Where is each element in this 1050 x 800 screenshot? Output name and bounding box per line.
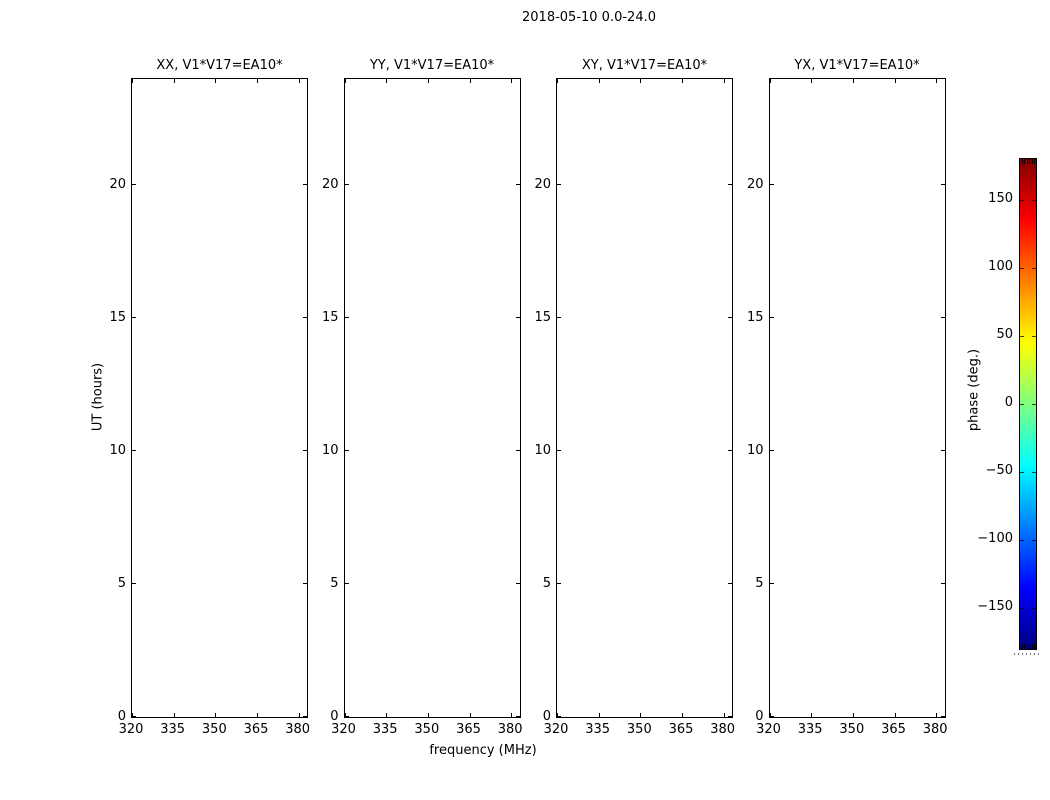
x-tick-mark [682,713,683,717]
colorbar-tick-mark [1020,608,1024,609]
x-tick-mark [895,713,896,717]
y-tick-label: 20 [109,177,126,193]
colorbar-tick-label: −150 [977,599,1013,615]
y-tick-mark [132,184,136,185]
x-tick-label: 335 [160,722,186,737]
y-axis-label: UT (hours) [90,362,106,432]
x-tick-mark [345,79,346,83]
colorbar-comb-mark-top [1029,159,1030,164]
colorbar-comb-mark-top [1032,159,1033,164]
x-tick-mark [428,713,429,717]
x-tick-mark [811,713,812,717]
y-tick-mark [941,583,945,584]
y-tick-mark [557,583,561,584]
x-tick-mark [682,79,683,83]
colorbar-comb-mark-bottom [1027,644,1028,649]
y-tick-mark [557,317,561,318]
y-tick-label: 10 [534,443,551,459]
x-tick-label: 320 [543,722,569,737]
panel-title-XY: XY, V1*V17=EA10* [581,58,708,73]
y-tick-label: 15 [321,310,339,326]
x-tick-mark [640,713,641,717]
x-tick-mark [724,79,725,83]
colorbar-dotted-line [1014,653,1042,655]
y-tick-mark [941,716,945,717]
y-tick-mark [557,716,561,717]
y-tick-mark [941,450,945,451]
colorbar-tick-label: 100 [988,258,1013,274]
figure-title: 2018-05-10 0.0-24.0 [522,10,656,25]
x-tick-mark [174,713,175,717]
subplot-panel-YY [344,78,521,718]
y-tick-mark [132,716,136,717]
colorbar-comb-mark-bottom [1024,644,1025,649]
y-tick-mark [770,716,774,717]
y-tick-mark [557,184,561,185]
x-tick-label: 365 [668,722,694,737]
panel-title-XX: XX, V1*V17=EA10* [156,58,283,73]
colorbar-tick-mark [1020,404,1024,405]
x-tick-label: 320 [118,722,144,737]
colorbar-tick-label: −50 [985,463,1013,479]
colorbar-tick-mark [1020,268,1024,269]
colorbar-comb-mark-top [1034,159,1035,164]
colorbar-tick-mark [1032,200,1036,201]
colorbar-comb-mark-top [1022,159,1023,164]
x-tick-mark [511,713,512,717]
x-tick-mark [428,79,429,83]
y-tick-mark [132,317,136,318]
panel-title-YX: YX, V1*V17=EA10* [794,58,920,73]
y-tick-mark [557,450,561,451]
y-tick-mark [770,450,774,451]
y-tick-mark [770,317,774,318]
x-tick-label: 350 [201,722,227,737]
x-tick-label: 320 [331,722,356,737]
y-tick-label: 20 [746,177,764,193]
x-tick-mark [470,79,471,83]
colorbar-tick-mark [1020,336,1024,337]
colorbar-tick-mark [1020,200,1024,201]
y-tick-label: 0 [542,709,551,724]
y-tick-label: 15 [109,310,126,326]
y-tick-mark [941,317,945,318]
x-tick-mark [640,79,641,83]
colorbar-comb-mark-bottom [1022,644,1023,649]
colorbar [1019,158,1037,650]
x-tick-label: 380 [285,722,311,737]
x-tick-label: 350 [626,722,652,737]
x-tick-label: 320 [756,722,781,737]
x-tick-mark [132,79,133,83]
y-tick-mark [345,716,349,717]
y-tick-label: 5 [117,576,126,592]
y-tick-mark [770,583,774,584]
x-tick-mark [470,713,471,717]
colorbar-tick-mark [1032,404,1036,405]
colorbar-tick-mark [1032,608,1036,609]
subplot-panel-YX [769,78,946,718]
x-tick-label: 365 [881,722,906,737]
x-tick-label: 365 [456,722,481,737]
y-tick-label: 20 [534,177,551,193]
x-tick-label: 350 [839,722,865,737]
panel-title-YY: YY, V1*V17=EA10* [369,58,495,73]
y-tick-label: 5 [542,576,551,592]
y-tick-mark [941,184,945,185]
x-tick-mark [853,79,854,83]
y-tick-label: 0 [117,709,126,724]
colorbar-tick-mark [1020,540,1024,541]
x-tick-label: 335 [372,722,398,737]
y-tick-mark [345,317,349,318]
y-tick-label: 15 [746,310,764,326]
colorbar-tick-label: 50 [996,326,1013,342]
y-tick-label: 5 [755,576,764,592]
x-tick-label: 335 [797,722,823,737]
y-tick-mark [132,450,136,451]
x-tick-label: 350 [414,722,440,737]
colorbar-tick-label: 150 [988,190,1013,206]
x-tick-mark [174,79,175,83]
colorbar-tick-mark [1032,336,1036,337]
y-tick-mark [770,184,774,185]
x-tick-mark [724,713,725,717]
colorbar-tick-mark [1032,268,1036,269]
y-tick-mark [345,450,349,451]
colorbar-comb-mark-top [1024,159,1025,164]
x-tick-mark [895,79,896,83]
subplot-panel-XX [131,78,308,718]
y-tick-label: 0 [330,709,339,724]
x-tick-mark [386,713,387,717]
colorbar-tick-mark [1032,472,1036,473]
y-tick-label: 10 [109,443,126,459]
x-tick-label: 365 [243,722,269,737]
colorbar-label: phase (deg.) [966,348,982,432]
x-tick-mark [599,713,600,717]
x-tick-mark [257,79,258,83]
y-tick-mark [132,583,136,584]
y-tick-label: 0 [755,709,764,724]
y-tick-label: 10 [321,443,339,459]
y-tick-mark [345,184,349,185]
colorbar-tick-mark [1032,540,1036,541]
x-tick-mark [936,713,937,717]
x-tick-mark [557,79,558,83]
y-tick-mark [345,583,349,584]
y-tick-label: 10 [746,443,764,459]
colorbar-tick-label: −100 [977,531,1013,547]
x-tick-mark [386,79,387,83]
colorbar-comb-mark-bottom [1034,644,1035,649]
x-axis-label: frequency (MHz) [429,743,537,758]
colorbar-comb-mark-bottom [1029,644,1030,649]
x-tick-label: 380 [497,722,523,737]
colorbar-comb-mark-bottom [1032,644,1033,649]
colorbar-tick-mark [1020,472,1024,473]
x-tick-label: 335 [585,722,611,737]
x-tick-mark [215,713,216,717]
x-tick-label: 380 [710,722,736,737]
y-tick-label: 5 [330,576,339,592]
x-tick-mark [599,79,600,83]
x-tick-label: 380 [922,722,948,737]
colorbar-comb-mark-top [1027,159,1028,164]
x-tick-mark [257,713,258,717]
x-tick-mark [811,79,812,83]
colorbar-tick-label: 0 [1004,395,1013,410]
x-tick-mark [215,79,216,83]
subplot-panel-XY [556,78,733,718]
y-tick-label: 15 [534,310,551,326]
y-tick-label: 20 [321,177,339,193]
x-tick-mark [936,79,937,83]
x-tick-mark [770,79,771,83]
x-tick-mark [853,713,854,717]
x-tick-mark [299,713,300,717]
x-tick-mark [511,79,512,83]
x-tick-mark [299,79,300,83]
